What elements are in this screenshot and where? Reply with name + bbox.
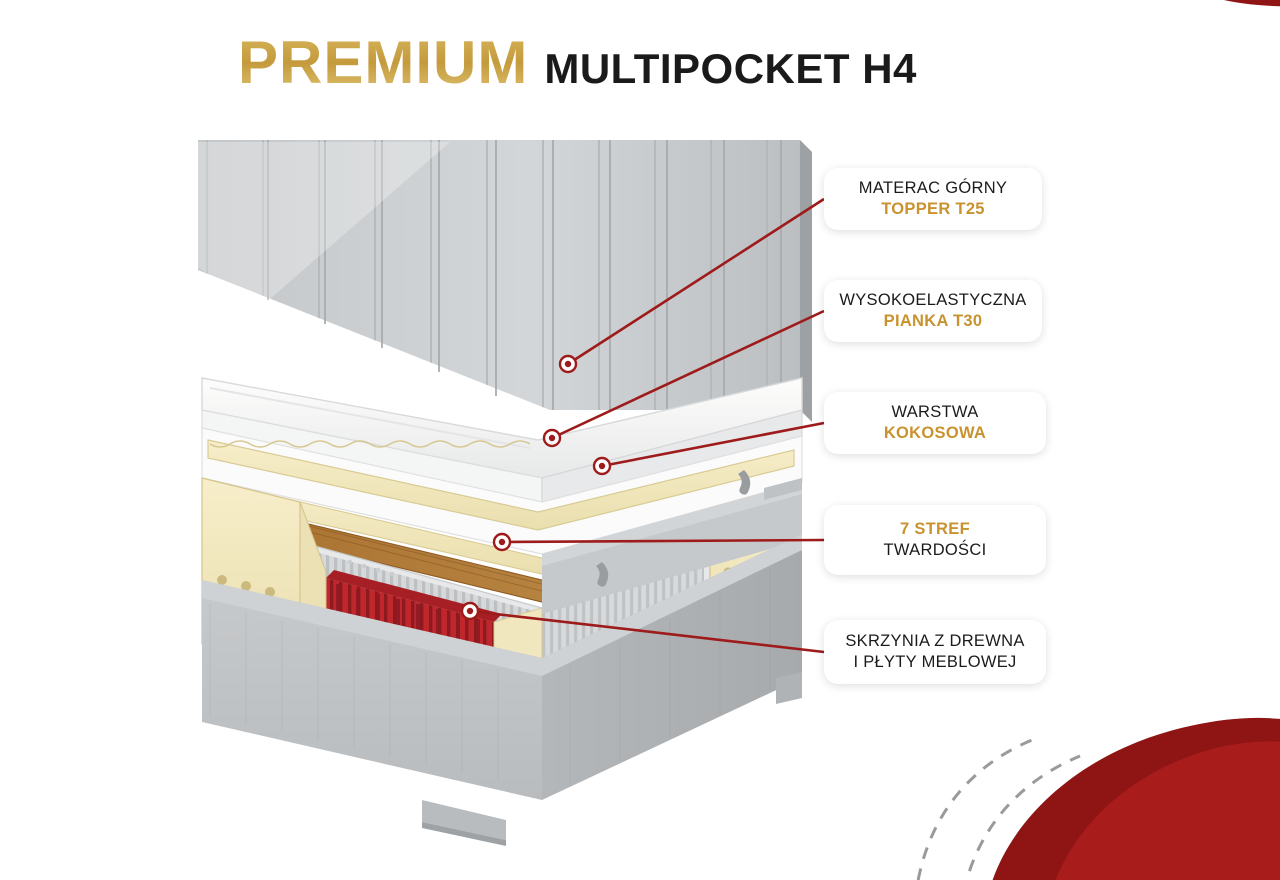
callout-line-2: TWARDOŚCI — [883, 541, 987, 559]
callout-line-2: KOKOSOWA — [883, 424, 987, 442]
callout-line-2: I PŁYTY MEBLOWEJ — [853, 653, 1017, 671]
callout-line-1: 7 STREF — [900, 519, 970, 538]
title-accent-word: PREMIUM — [238, 29, 529, 96]
callout-line-2: PIANKA T30 — [883, 312, 983, 330]
headboard — [198, 140, 812, 422]
callout-pianka[interactable] — [824, 280, 1042, 342]
callout-kokos[interactable] — [824, 392, 1046, 454]
callout-line-2: TOPPER T25 — [881, 200, 985, 218]
callout-line-1: MATERAC GÓRNY — [858, 178, 1008, 197]
decorative-ribbon-top-right — [1050, 0, 1280, 80]
callout-line-1: WYSOKOELASTYCZNA — [839, 290, 1027, 309]
callout-materac-gorny[interactable] — [824, 168, 1042, 230]
title-rest: MULTIPOCKET H4 — [544, 45, 917, 92]
bed-cutaway-illustration — [150, 110, 850, 870]
callout-skrzynia[interactable] — [824, 620, 1046, 684]
callout-strefy[interactable] — [824, 505, 1046, 575]
callout-line-1: SKRZYNIA Z DREWNA — [845, 631, 1025, 650]
page-title — [238, 28, 917, 97]
callout-line-1: WARSTWA — [891, 402, 979, 421]
